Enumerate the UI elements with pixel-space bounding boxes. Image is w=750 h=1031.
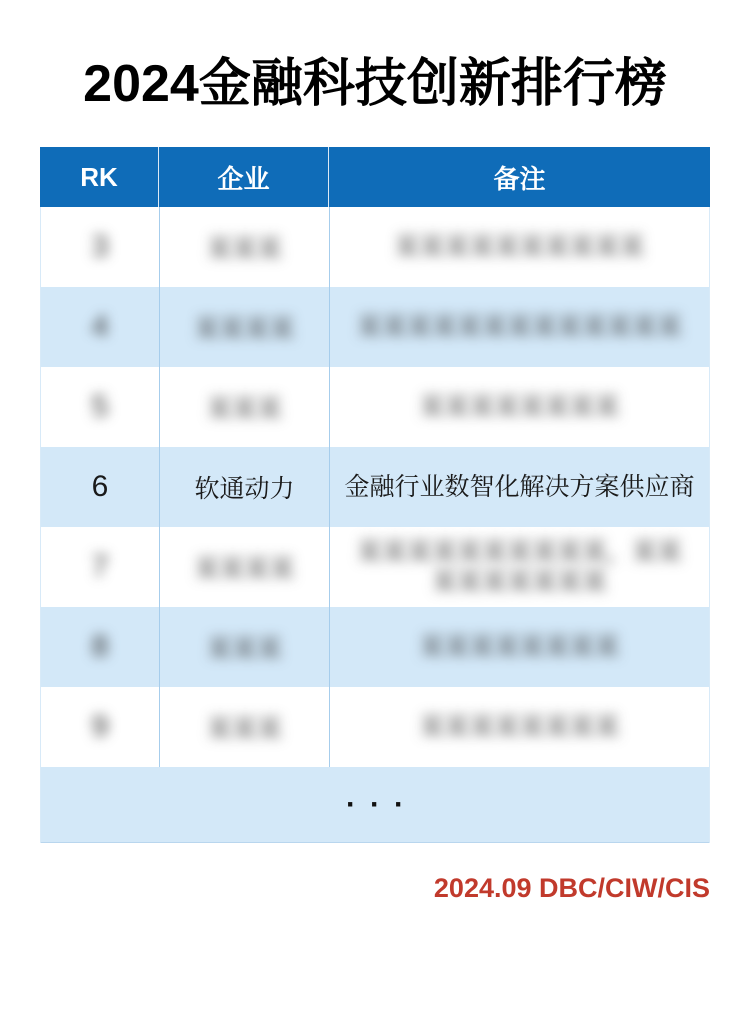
rank-cell — [41, 527, 159, 607]
company-value: 某某某某 — [194, 555, 295, 584]
header-cell-rk: RK — [80, 161, 118, 192]
table-row-rank-4 — [41, 287, 709, 367]
table-row-rank-8 — [41, 607, 709, 687]
table-body — [40, 207, 710, 843]
note-cell — [329, 207, 709, 287]
rank-cell — [41, 447, 159, 527]
rank-cell — [41, 367, 159, 447]
rank-cell — [41, 207, 159, 287]
rank-value: 3 — [91, 230, 109, 264]
ellipsis-row — [41, 767, 709, 843]
company-cell — [159, 447, 329, 527]
company-cell — [159, 607, 329, 687]
company-value: 某某某 — [206, 395, 282, 424]
rank-value: 7 — [91, 550, 109, 584]
ranking-table — [40, 147, 710, 843]
table-row-rank-7 — [41, 527, 709, 607]
rank-cell — [41, 687, 159, 767]
table-row-rank-3 — [41, 207, 709, 287]
header-cell-company: 企业 — [158, 147, 328, 207]
company-cell — [159, 527, 329, 607]
company-value: 软通动力 — [194, 475, 295, 504]
page-title: 2024金融科技创新排行榜 — [83, 55, 667, 113]
company-value: 某某某 — [206, 635, 282, 664]
note-value: 某某某某某某某某某某某某某 — [356, 313, 682, 342]
header-cell-note: 备注 — [328, 147, 710, 207]
note-value: 金融行业数智化解决方案供应商 — [344, 473, 695, 502]
note-cell — [329, 447, 709, 527]
note-value-line1: 某某某某某某某某某某，某某 — [356, 538, 682, 567]
company-value: 某某某某 — [194, 315, 295, 344]
company-cell — [159, 687, 329, 767]
rank-value: 4 — [91, 310, 109, 344]
table-header-row — [40, 147, 710, 207]
note-cell — [329, 607, 709, 687]
note-cell — [329, 367, 709, 447]
note-value: 某某某某某某某某 — [419, 713, 620, 742]
company-value: 某某某 — [206, 715, 282, 744]
footer-credit: 2024.09 DBC/CIW/CIS — [433, 873, 710, 904]
company-cell — [159, 287, 329, 367]
company-value: 某某某 — [206, 235, 282, 264]
rank-cell — [41, 287, 159, 367]
note-value: 某某某某某某某某 — [419, 633, 620, 662]
company-cell — [159, 207, 329, 287]
table-row-rank-6 — [41, 447, 709, 527]
note-value: 某某某某某某某某某某 — [394, 233, 645, 262]
rank-value: 9 — [91, 710, 109, 744]
rank-value: 6 — [91, 470, 109, 504]
rank-value: 5 — [91, 390, 109, 424]
note-cell — [329, 527, 709, 607]
note-value-line2: 某某某某某某某 — [431, 568, 607, 597]
company-cell — [159, 367, 329, 447]
note-value: 某某某某某某某某 — [419, 393, 620, 422]
rank-value: 8 — [91, 630, 109, 664]
ellipsis-dots: ··· — [346, 787, 418, 821]
table-row-rank-9 — [41, 687, 709, 767]
note-cell — [329, 687, 709, 767]
note-cell — [329, 287, 709, 367]
table-row-rank-5 — [41, 367, 709, 447]
rank-cell — [41, 607, 159, 687]
